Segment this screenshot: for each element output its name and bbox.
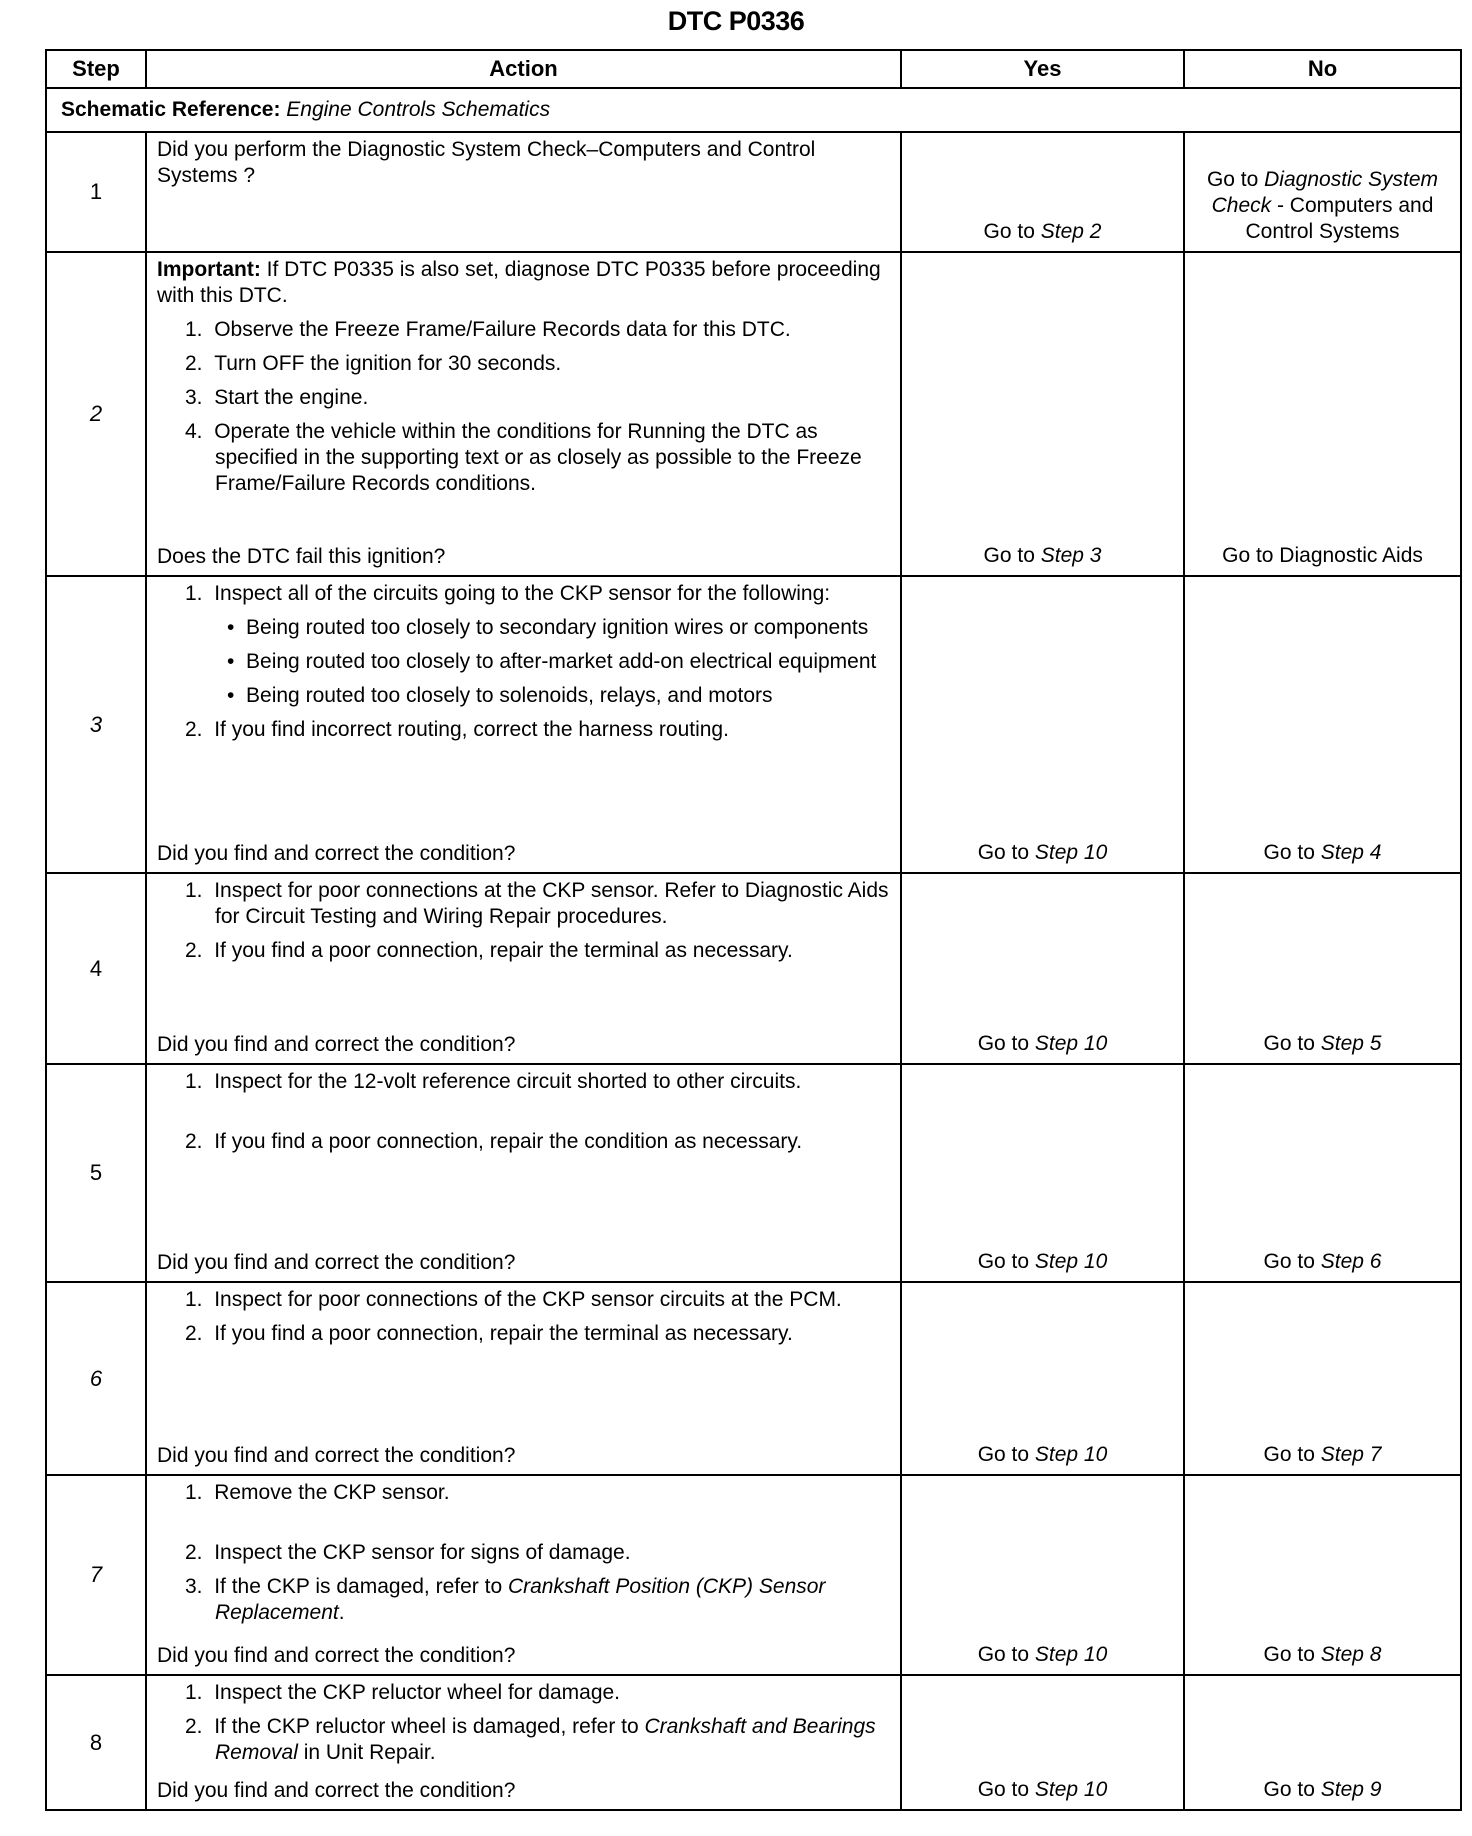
bullet-icon: •	[227, 616, 247, 639]
item-number: 4.	[185, 420, 215, 443]
table-row	[46, 1282, 1461, 1475]
text-segment: Inspect for poor connections of the CKP sensor circuits at the PCM.	[214, 1288, 842, 1311]
text-segment: Go to	[977, 1643, 1035, 1666]
item-number: 2.	[185, 1715, 215, 1738]
text-segment: Did you find and correct the condition?	[157, 842, 516, 865]
text-segment: Step 10	[1034, 1032, 1108, 1055]
text-segment: Go to	[1263, 1643, 1321, 1666]
action-cell	[146, 1282, 901, 1475]
yes-cell	[901, 1675, 1184, 1810]
text-segment: Step 6	[1320, 1250, 1382, 1273]
table-row	[46, 1064, 1461, 1282]
text-segment: Go to	[1263, 1778, 1321, 1801]
text-segment: Inspect for poor connections at the CKP sensor. Refer to Diagnostic Aids for Circuit Testing and Wiring Repair procedures.	[214, 879, 889, 928]
step-number	[46, 1475, 146, 1675]
text-segment: Turn OFF the ignition for 30 seconds.	[214, 352, 562, 375]
schematic-reference-label: Schematic Reference:	[61, 98, 281, 121]
item-number: 3.	[185, 1575, 215, 1598]
text-segment: Step 10	[1034, 1643, 1108, 1666]
text-segment: Did you perform the Diagnostic System Check–	[157, 138, 599, 161]
numbered-item	[157, 1574, 890, 1626]
text-segment: Go to	[1263, 1250, 1321, 1273]
text-segment: - Computers and Control Systems	[1245, 194, 1434, 243]
numbered-item	[157, 1540, 890, 1566]
question	[157, 1643, 515, 1669]
text-segment: Go to	[977, 1778, 1035, 1801]
item-number: 1.	[185, 879, 215, 902]
item-number: 1.	[185, 582, 215, 605]
numbered-item	[157, 1129, 890, 1155]
action-cell	[146, 1064, 901, 1282]
action-cell	[146, 576, 901, 873]
step-number	[46, 1282, 146, 1475]
yes-cell	[901, 132, 1184, 252]
text-segment: Remove the CKP sensor.	[214, 1481, 450, 1504]
item-number: 3.	[185, 386, 215, 409]
text-segment: Being routed too closely to solenoids, relays, and motors	[246, 684, 773, 707]
text-segment: Go to	[977, 1032, 1035, 1055]
bullet-item	[157, 683, 890, 709]
item-number: 1.	[185, 1288, 215, 1311]
step-label: 4	[89, 955, 103, 981]
action-cell	[146, 873, 901, 1064]
text-segment: Diagnostic System Check	[1211, 168, 1439, 217]
numbered-item	[157, 717, 890, 743]
text-segment: Did you find and correct the condition?	[157, 1444, 516, 1467]
yes-cell	[901, 1064, 1184, 1282]
step-label: 5	[89, 1160, 103, 1185]
question	[157, 1443, 515, 1469]
text-segment: If you find incorrect routing, correct the harness routing.	[214, 718, 729, 741]
item-number: 2.	[185, 1541, 215, 1564]
text-segment: Important:	[157, 258, 261, 281]
numbered-item	[157, 317, 890, 343]
item-number: 2.	[185, 939, 215, 962]
numbered-item	[157, 1069, 890, 1095]
no-cell	[1184, 873, 1461, 1064]
action-cell	[146, 252, 901, 576]
text-segment: Go to	[977, 1250, 1035, 1273]
numbered-item	[157, 1480, 890, 1506]
text-segment: If the CKP is damaged, refer to	[214, 1575, 508, 1598]
text-segment: Being routed too closely to after-market add-on electrical equipment	[246, 650, 877, 673]
table-row	[46, 252, 1461, 576]
bullet-icon: •	[227, 684, 247, 707]
text-segment: Go to	[983, 220, 1041, 243]
bullet-icon: •	[227, 650, 247, 673]
text-segment: Inspect the CKP sensor for signs of damage.	[214, 1541, 631, 1564]
text-segment: Inspect for the 12-volt reference circuit shorted to other circuits.	[214, 1070, 802, 1093]
text-segment: Go to	[977, 841, 1035, 864]
numbered-item	[157, 1287, 890, 1313]
step-label: 2	[89, 401, 103, 426]
table-row	[46, 1475, 1461, 1675]
action-cell	[146, 1675, 901, 1810]
text-segment: If the CKP reluctor wheel is damaged, refer to	[214, 1715, 645, 1738]
numbered-item	[157, 1680, 890, 1706]
no-cell	[1184, 1475, 1461, 1675]
question	[157, 1032, 515, 1058]
numbered-item	[157, 1714, 890, 1766]
bullet-item	[157, 649, 890, 675]
header-no: No	[1184, 50, 1461, 88]
numbered-item	[157, 419, 890, 497]
yes-cell	[901, 576, 1184, 873]
text-segment: Go to Diagnostic Aids	[1222, 544, 1423, 567]
text-segment: in Unit Repair.	[297, 1741, 436, 1764]
text-segment: Go to	[1206, 168, 1265, 191]
text-segment: If DTC P0335 is also set, diagnose DTC P0335 before proceeding with this DTC.	[157, 258, 881, 307]
text-segment: Inspect the CKP reluctor wheel for damage.	[214, 1681, 621, 1704]
yes-cell	[901, 1282, 1184, 1475]
no-cell	[1184, 1064, 1461, 1282]
text-segment: Go to	[977, 1443, 1035, 1466]
text-segment: .	[338, 1601, 345, 1624]
text-segment: Step 7	[1320, 1443, 1382, 1466]
text-segment: If you find a poor connection, repair the terminal as necessary.	[214, 1322, 793, 1345]
text-segment: Did you find and correct the condition?	[157, 1779, 516, 1802]
table-row	[46, 132, 1461, 252]
table-row	[46, 576, 1461, 873]
item-number: 2.	[185, 1322, 215, 1345]
step-label: 6	[89, 1365, 103, 1391]
text-segment: Did you find and correct the condition?	[157, 1033, 516, 1056]
text-segment: Inspect all of the circuits going to the CKP sensor for the following:	[214, 582, 831, 605]
text-segment: Start the engine.	[214, 386, 369, 409]
step-number	[46, 873, 146, 1064]
question	[157, 544, 445, 570]
table-row	[46, 1675, 1461, 1810]
no-cell	[1184, 252, 1461, 576]
step-number	[46, 1064, 146, 1282]
step-label: 3	[89, 711, 103, 737]
text-segment: Step 5	[1320, 1032, 1382, 1055]
numbered-item	[157, 1321, 890, 1347]
no-cell	[1184, 576, 1461, 873]
item-number: 2.	[185, 1130, 215, 1153]
question	[157, 1778, 515, 1804]
text-segment: Go to	[1263, 1443, 1321, 1466]
header-action: Action	[146, 50, 901, 88]
step-label: 1	[89, 179, 103, 204]
item-number: 2.	[185, 352, 215, 375]
text-segment: Step 10	[1034, 1250, 1108, 1273]
text-segment: Step 2	[1040, 220, 1102, 243]
text-segment: Step 9	[1320, 1778, 1382, 1801]
text-segment: Does the DTC fail this ignition?	[157, 545, 446, 568]
text-segment: If you find a poor connection, repair the condition as necessary.	[214, 1130, 803, 1153]
step-label: 8	[89, 1729, 103, 1755]
text-segment: Step 10	[1034, 1443, 1108, 1466]
item-number: 1.	[185, 1681, 215, 1704]
text-segment: Step 10	[1034, 1778, 1108, 1801]
item-number: 1.	[185, 1481, 215, 1504]
text-segment: Did you find and correct the condition?	[157, 1644, 516, 1667]
question	[157, 841, 515, 867]
text-segment: Crankshaft and Bearings Removal	[215, 1715, 876, 1764]
numbered-item	[157, 878, 890, 930]
text-segment: Crankshaft Position (CKP) Sensor Replacement	[215, 1575, 826, 1624]
yes-cell	[901, 1475, 1184, 1675]
text-segment: Computers and Control Systems ?	[157, 138, 816, 187]
text-segment: Being routed too closely to secondary ignition wires or components	[246, 616, 869, 639]
table-row	[46, 873, 1461, 1064]
numbered-item	[157, 938, 890, 964]
bullet-item	[157, 615, 890, 641]
text-segment: Step 10	[1034, 841, 1108, 864]
step-label: 7	[89, 1562, 103, 1587]
no-cell	[1184, 132, 1461, 252]
action-cell	[146, 1475, 901, 1675]
text-segment: Go to	[1263, 841, 1321, 864]
page-title: DTC P0336	[667, 6, 805, 36]
numbered-item	[157, 581, 890, 607]
text-segment: Observe the Freeze Frame/Failure Records data for this DTC.	[214, 318, 791, 341]
text-segment: Did you find and correct the condition?	[157, 1251, 516, 1274]
paragraph	[157, 257, 890, 309]
schematic-reference-link[interactable]: Engine Controls Schematics	[286, 98, 551, 121]
item-number: 1.	[185, 318, 215, 341]
text-segment: Operate the vehicle within the conditions for Running the DTC as specified in the supporting text or as closely as possible to the Freeze Frame/Failure Records conditions.	[214, 420, 862, 495]
paragraph	[157, 137, 890, 189]
text-segment: Step 4	[1320, 841, 1382, 864]
text-segment: Step 8	[1320, 1643, 1382, 1666]
text-segment: If you find a poor connection, repair the terminal as necessary.	[214, 939, 793, 962]
step-number	[46, 252, 146, 576]
no-cell	[1184, 1282, 1461, 1475]
header-row	[46, 50, 1461, 88]
step-number	[46, 132, 146, 252]
step-number	[46, 1675, 146, 1810]
question	[157, 1250, 515, 1276]
header-step: Step	[46, 50, 146, 88]
numbered-item	[157, 351, 890, 377]
text-segment: Go to	[983, 544, 1041, 567]
text-segment: Go to	[1263, 1032, 1321, 1055]
yes-cell	[901, 252, 1184, 576]
step-number	[46, 576, 146, 873]
no-cell	[1184, 1675, 1461, 1810]
item-number: 1.	[185, 1070, 215, 1093]
numbered-item	[157, 385, 890, 411]
action-cell	[146, 132, 901, 252]
schematic-reference-row	[46, 88, 1461, 132]
text-segment: Step 3	[1040, 544, 1102, 567]
diagnostic-table	[45, 49, 1462, 1811]
yes-cell	[901, 873, 1184, 1064]
header-yes: Yes	[901, 50, 1184, 88]
item-number: 2.	[185, 718, 215, 741]
